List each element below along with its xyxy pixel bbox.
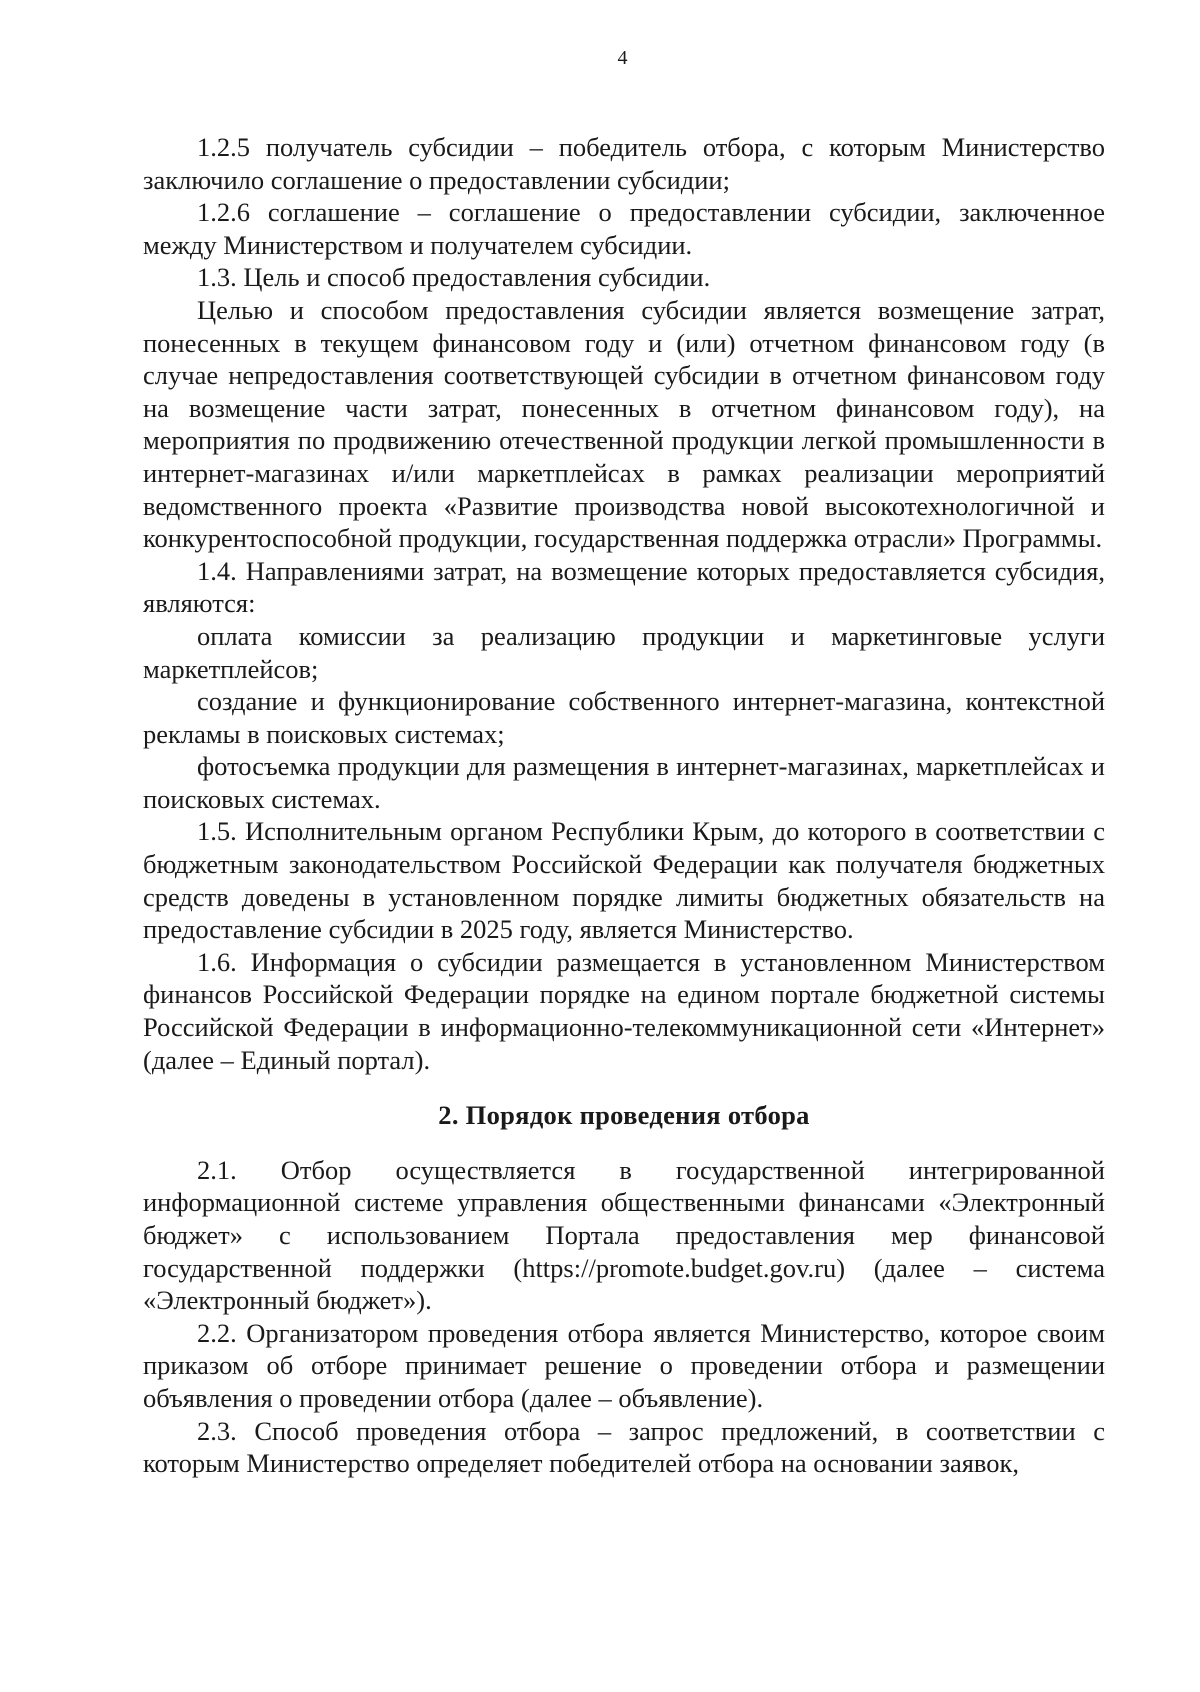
document-body <box>143 131 1105 1480</box>
paragraph-2-3: 2.3. Способ проведения отбора – запрос предложений, в соответствии с которым Министерство определяет победителей отбора на основании заявок, <box>143 1415 1105 1479</box>
paragraph-1-6: 1.6. Информация о субсидии размещается в установленном Министерством финансов Российской Федерации порядке на едином портале бюджетной системы Российской Федерации в информационно-телекоммуникационной сети «Интернет» (далее – Единый портал). <box>143 946 1105 1075</box>
paragraph-1-3: 1.3. Цель и способ предоставления субсидии. <box>197 262 711 293</box>
list-item-commission: оплата комиссии за реализацию продукции и маркетинговые услуги маркетплейсов; <box>143 620 1105 684</box>
paragraph-purpose: Целью и способом предоставления субсидии является возмещение затрат, понесенных в текущем финансовом году и (или) отчетном финансовом году (в случае непредоставления соответствующей субсидии в отчетном финансовом году на возмещение части затрат, понесенных в отчетном финансовом году), на мероприятия по продвижению отечественной продукции легкой промышленности в интернет-магазинах и/или маркетплейсах в рамках реализации мероприятий ведомственного проекта «Развитие производства новой высокотехнологичной и конкурентоспособной продукции, государственная поддержка отрасли» Программы. <box>143 294 1105 554</box>
paragraph-1-5: 1.5. Исполнительным органом Республики Крым, до которого в соответствии с бюджетным законодательством Российской Федерации как получателя бюджетных средств доведены в установленном порядке лимиты бюджетных обязательств на предоставление субсидии в 2025 году, является Министерство. <box>143 816 1105 945</box>
page-number: 4 <box>617 47 628 69</box>
paragraph-2-1: 2.1. Отбор осуществляется в государственной интегрированной информационной системе управления общественными финансами «Электронный бюджет» с использованием Портала предоставления мер финансовой государственной поддержки (https://promote.budget.gov.ru) (далее – система «Электронный бюджет»). <box>143 1154 1105 1316</box>
paragraph-1-2-5: 1.2.5 получатель субсидии – победитель отбора, с которым Министерство заключило соглашение о предоставлении субсидии; <box>143 132 1105 195</box>
paragraph-1-2-6: 1.2.6 соглашение – соглашение о предоставлении субсидии, заключенное между Министерством и получателем субсидии. <box>143 197 1105 260</box>
list-item-photography: фотосъемка продукции для размещения в интернет-магазинах, маркетплейсах и поисковых системах. <box>143 751 1105 814</box>
section-title: 2. Порядок проведения отбора <box>438 1100 810 1131</box>
paragraph-1-4: 1.4. Направлениями затрат, на возмещение которых предоставляется субсидия, являются: <box>143 555 1105 619</box>
list-item-online-store: создание и функционирование собственного интернет-магазина, контекстной рекламы в поисковых системах; <box>143 686 1105 749</box>
paragraph-2-2: 2.2. Организатором проведения отбора является Министерство, которое своим приказом об отборе принимает решение о проведении отбора и размещении объявления о проведении отбора (далее – объявление). <box>143 1317 1105 1413</box>
